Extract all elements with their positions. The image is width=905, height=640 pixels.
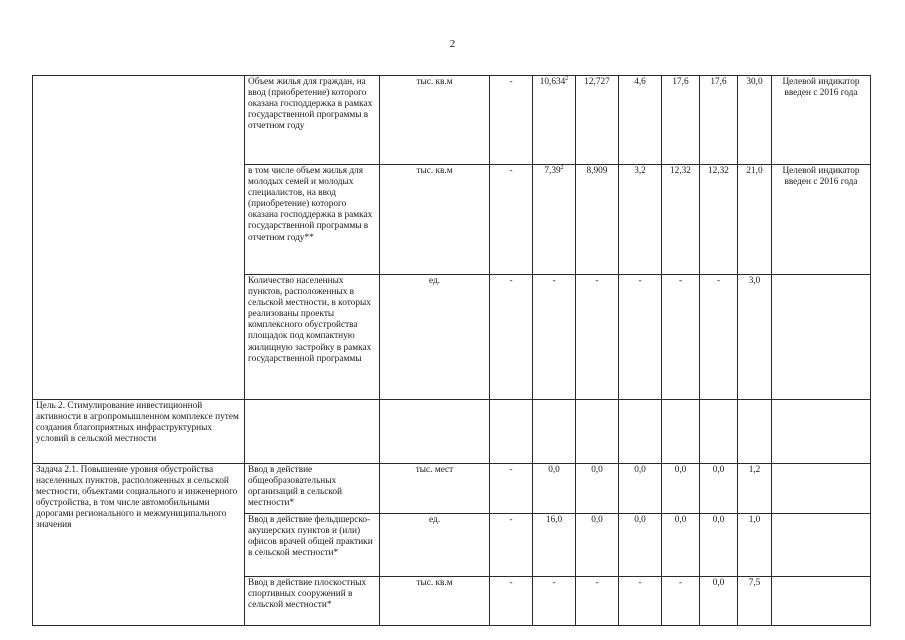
- unit-cell: тыс. кв.м: [380, 76, 490, 165]
- table-row: [33, 400, 871, 464]
- unit-cell: тыс. кв.м: [380, 165, 490, 275]
- value-cell: 0,0: [533, 464, 576, 514]
- value-cell: 8,909: [576, 165, 619, 275]
- value-cell: 7,5: [738, 577, 772, 626]
- value-cell: 4,6: [619, 76, 662, 165]
- empty-cell: [380, 400, 490, 464]
- value-cell: 21,0: [738, 165, 772, 275]
- value-cell: -: [700, 275, 738, 400]
- note-cell: [772, 464, 871, 514]
- value-cell: -: [662, 275, 700, 400]
- value-cell: 0,0: [619, 464, 662, 514]
- value-cell: -: [490, 577, 533, 626]
- value-cell: 0,0: [700, 577, 738, 626]
- unit-cell: ед.: [380, 275, 490, 400]
- empty-cell: [533, 400, 576, 464]
- value-cell: 16,0: [533, 514, 576, 577]
- goal-cell: Цель 2. Стимулирование инвестиционной активности в агропромышленном комплексе путем создания благоприятных инфраструктурных условий в сельской местности: [33, 400, 245, 464]
- value-cell: 0,0: [700, 514, 738, 577]
- value-cell: -: [662, 577, 700, 626]
- value-cell: 0,0: [576, 464, 619, 514]
- value-cell: -: [533, 275, 576, 400]
- value-cell: 0,0: [700, 464, 738, 514]
- indicators-table: [32, 75, 871, 626]
- empty-cell: [738, 400, 772, 464]
- indicator-cell: Ввод в действие фельдшерско-акушерских пунктов и (или) офисов врачей общей практики в сельской местности*: [245, 514, 380, 577]
- indicator-cell: Ввод в действие плоскостных спортивных сооружений в сельской местности*: [245, 577, 380, 626]
- indicator-cell: Ввод в действие общеобразовательных организаций в сельской местности*: [245, 464, 380, 514]
- value-cell: -: [490, 514, 533, 577]
- empty-cell: [245, 400, 380, 464]
- value-cell: -: [619, 577, 662, 626]
- table-row: [33, 464, 871, 514]
- task-cell: Задача 2.1. Повышение уровня обустройства населенных пунктов, расположенных в сельской местности, объектами социального и инженерного обустройства, в том числе автомобильными дорогами регионального и межмуниципального значения: [33, 464, 245, 626]
- note-cell: Целевой индикатор введен с 2016 года: [772, 165, 871, 275]
- value-cell: 17,6: [700, 76, 738, 165]
- note-cell: [772, 577, 871, 626]
- value-cell: 12,32: [700, 165, 738, 275]
- value-cell: -: [619, 275, 662, 400]
- indicator-cell: Количество населенных пунктов, расположенных в сельской местности, в которых реализованы проекты комплексного обустройства площадок под компактную жилищную застройку в рамках государственной программы: [245, 275, 380, 400]
- empty-cell: [576, 400, 619, 464]
- value-cell: 1,0: [738, 514, 772, 577]
- indicator-cell: в том числе объем жилья для молодых семей и молодых специалистов, на ввод (приобретение) которого оказана господдержка в рамках государственной программы в отчетном году**: [245, 165, 380, 275]
- value-cell: 7,39$^2$: [533, 165, 576, 275]
- unit-cell: тыс. мест: [380, 464, 490, 514]
- table-row: [33, 76, 871, 165]
- empty-cell: [490, 400, 533, 464]
- empty-cell: [700, 400, 738, 464]
- indicator-cell: Объем жилья для граждан, на ввод (приобретение) которого оказана господдержка в рамках государственной программы в отчетном году: [245, 76, 380, 165]
- empty-cell: [772, 400, 871, 464]
- value-cell: 12,32: [662, 165, 700, 275]
- value-cell: 0,0: [662, 464, 700, 514]
- value-cell: -: [490, 165, 533, 275]
- value-cell: 1,2: [738, 464, 772, 514]
- value-cell: -: [490, 275, 533, 400]
- value-cell: 3,2: [619, 165, 662, 275]
- note-cell: [772, 514, 871, 577]
- value-cell: 30,0: [738, 76, 772, 165]
- page-number: 2: [449, 38, 456, 50]
- empty-cell: [619, 400, 662, 464]
- value-cell: 10,634$^2$: [533, 76, 576, 165]
- value-cell: -: [490, 76, 533, 165]
- value-cell: -: [533, 577, 576, 626]
- unit-cell: тыс. кв.м: [380, 577, 490, 626]
- note-cell: Целевой индикатор введен с 2016 года: [772, 76, 871, 165]
- value-cell: -: [576, 577, 619, 626]
- value-cell: -: [576, 275, 619, 400]
- value-cell: 12,727: [576, 76, 619, 165]
- goal-cell: [33, 76, 245, 400]
- unit-cell: ед.: [380, 514, 490, 577]
- note-cell: [772, 275, 871, 400]
- value-cell: 3,0: [738, 275, 772, 400]
- value-cell: 0,0: [619, 514, 662, 577]
- value-cell: 0,0: [662, 514, 700, 577]
- empty-cell: [662, 400, 700, 464]
- value-cell: -: [490, 464, 533, 514]
- value-cell: 0,0: [576, 514, 619, 577]
- value-cell: 17,6: [662, 76, 700, 165]
